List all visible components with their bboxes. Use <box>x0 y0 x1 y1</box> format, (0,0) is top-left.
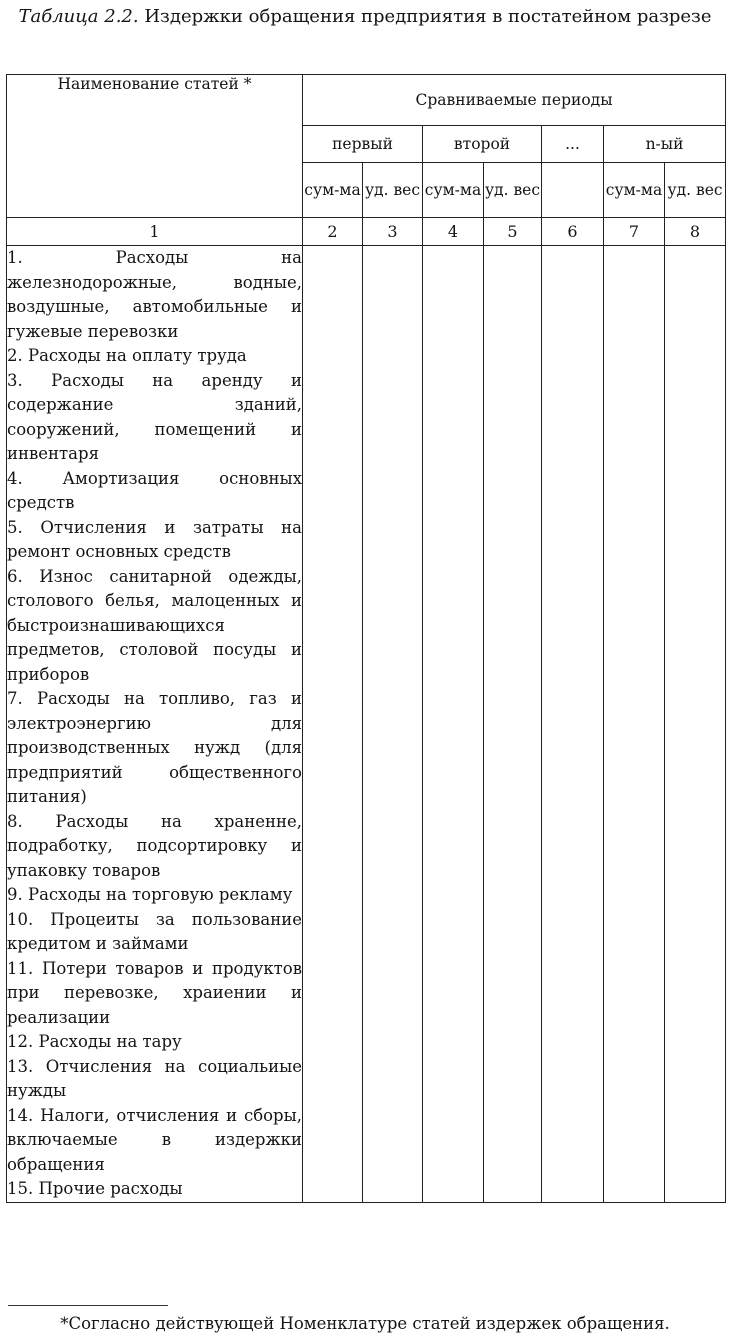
table-row <box>7 565 726 688</box>
item-name: 2. Расходы на оплату труда <box>7 344 303 369</box>
header-item-name: Наименование статей * <box>7 75 303 218</box>
col-number: 4 <box>423 218 484 246</box>
table-row <box>7 957 726 1031</box>
item-name: 1. Расходы на железнодорожные, водные, воздушные, автомобильные и гужевые перевозки <box>7 246 303 345</box>
table-row <box>7 467 726 516</box>
header-compared-periods: Сравниваемые периоды <box>303 75 726 126</box>
header-period-ellipsis: ... <box>542 126 604 163</box>
header-period-nth: n-ый <box>604 126 726 163</box>
table-row <box>7 369 726 467</box>
table-row <box>7 516 726 565</box>
table-row <box>7 1104 726 1178</box>
item-name: 5. Отчисления и затраты на ремонт основных средств <box>7 516 303 565</box>
table-row <box>7 883 726 908</box>
item-name: 15. Прочие расходы <box>7 1177 303 1202</box>
item-name: 12. Расходы на тару <box>7 1030 303 1055</box>
col-number: 5 <box>484 218 542 246</box>
header-sum: сум-ма <box>604 163 665 218</box>
col-number: 8 <box>665 218 726 246</box>
col-number: 7 <box>604 218 665 246</box>
item-name: 7. Расходы на топливо, газ и электроэнергию для производственных нужд (для предприятий общественного питания) <box>7 687 303 810</box>
item-name: 11. Потери товаров и продуктов при перевозке, храиении и реализации <box>7 957 303 1031</box>
table-caption <box>10 4 720 30</box>
table-row <box>7 1177 726 1202</box>
item-name: 9. Расходы на торговую рекламу <box>7 883 303 908</box>
header-sum: сум-ма <box>303 163 363 218</box>
col-number: 2 <box>303 218 363 246</box>
header-blank <box>542 163 604 218</box>
item-name: 14. Налоги, отчисления и сборы, включаемые в издержки обращения <box>7 1104 303 1178</box>
header-weight: уд. вес <box>665 163 726 218</box>
column-number-row <box>7 218 726 246</box>
footnote: *Согласно действующей Номенклатуре статей издержек обращения. <box>60 1314 670 1333</box>
header-weight: уд. вес <box>363 163 423 218</box>
table-row <box>7 1030 726 1055</box>
item-name: 8. Расходы на храненне, подработку, подсортировку и упаковку товаров <box>7 810 303 884</box>
item-name: 10. Процеиты за пользование кредитом и займами <box>7 908 303 957</box>
col-number: 3 <box>363 218 423 246</box>
item-name: 3. Расходы на аренду и содержание зданий, сооружений, помещений и инвентаря <box>7 369 303 467</box>
table-row <box>7 908 726 957</box>
table-row <box>7 687 726 810</box>
costs-table <box>6 74 726 1203</box>
header-period-first: первый <box>303 126 423 163</box>
table-row <box>7 344 726 369</box>
table-title: Издержки обращения предприятия в постатейном разрезе <box>144 6 712 27</box>
item-name: 6. Износ санитарной одежды, столового белья, малоценных и быстроизнашивающихся предметов, столовой посуды и приборов <box>7 565 303 688</box>
table-label: Таблица 2.2. <box>18 6 139 27</box>
item-name: 13. Отчисления на социальиые нужды <box>7 1055 303 1104</box>
footnote-divider <box>8 1305 168 1306</box>
table-row <box>7 1055 726 1104</box>
header-sum: сум-ма <box>423 163 484 218</box>
table-row <box>7 246 726 345</box>
header-period-second: второй <box>423 126 542 163</box>
col-number: 1 <box>7 218 303 246</box>
col-number: 6 <box>542 218 604 246</box>
table-row <box>7 810 726 884</box>
item-name: 4. Амортизация основных средств <box>7 467 303 516</box>
header-weight: уд. вес <box>484 163 542 218</box>
